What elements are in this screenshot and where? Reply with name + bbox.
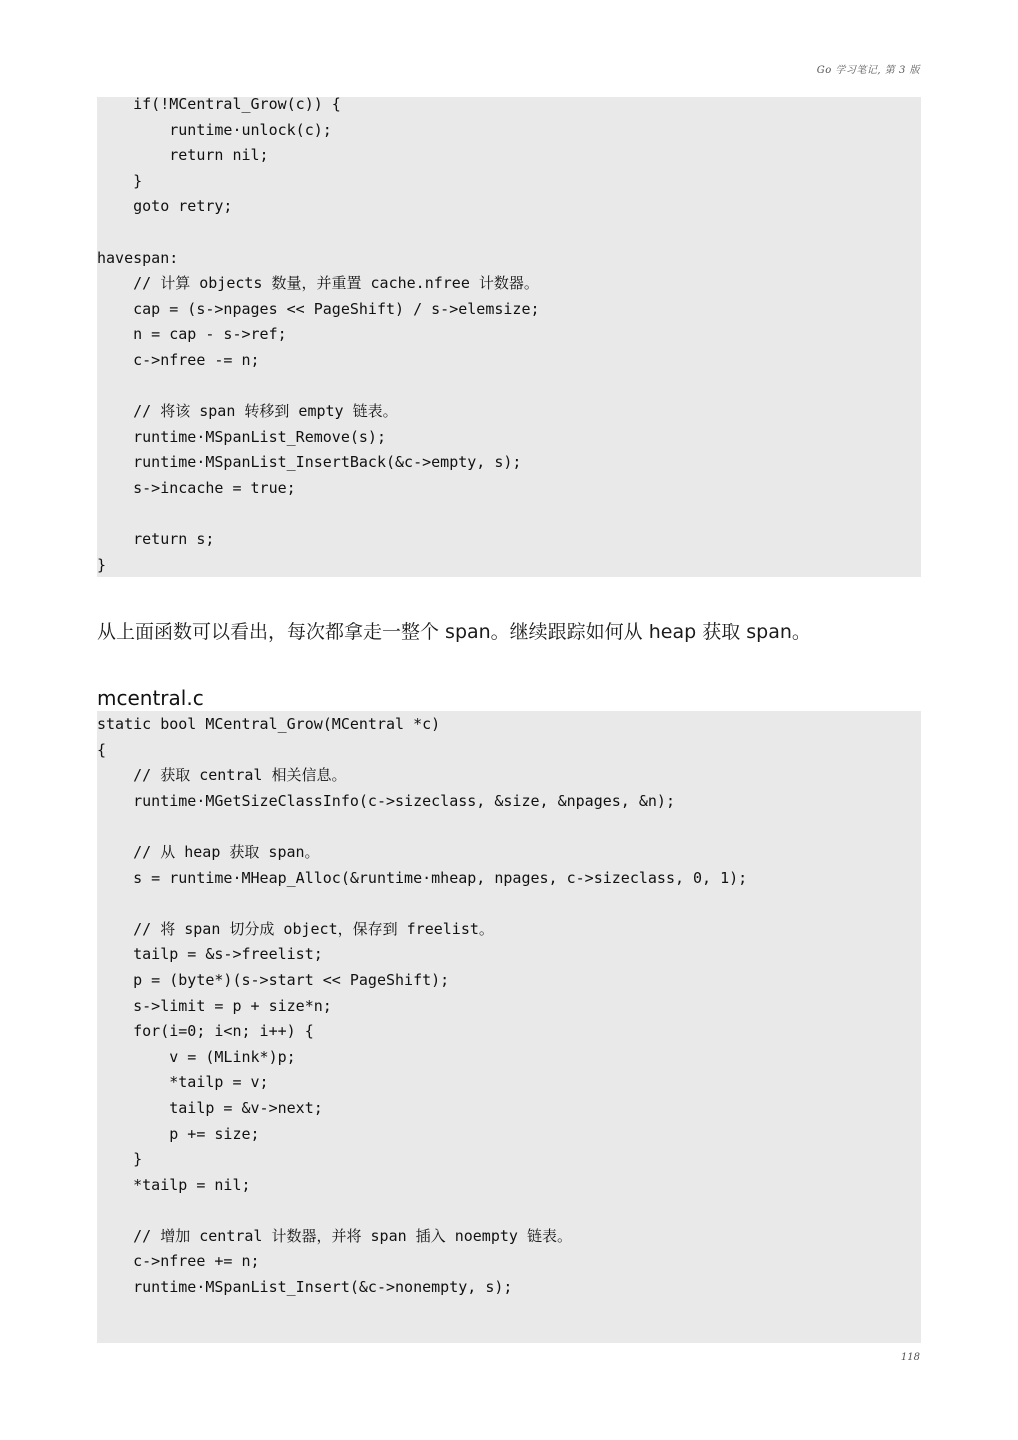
code-line: tailp = &s->freelist; — [97, 945, 323, 964]
code-line: if(!MCentral_Grow(c)) { — [97, 95, 341, 113]
code-line: s = runtime·MHeap_Alloc(&runtime·mheap, npages, c->sizeclass, 0, 1); — [97, 868, 748, 887]
code-line: p = (byte*)(s->start << PageShift); — [97, 970, 450, 989]
code-line: // 获取 central 相关信息。 — [97, 766, 347, 785]
code-line: cap = (s->npages << PageShift) / s->elemsize; — [97, 299, 540, 318]
code-line: // 将该 span 转移到 empty 链表。 — [97, 402, 398, 421]
code-line: s->incache = true; — [97, 478, 296, 497]
code-block-grow-retry — [97, 97, 921, 577]
code-line: // 从 heap 获取 span。 — [97, 842, 320, 861]
code-line: p += size; — [97, 1124, 260, 1143]
code-line: } — [97, 171, 143, 190]
code-line: runtime·MGetSizeClassInfo(c->sizeclass, &size, &npages, &n); — [97, 791, 675, 810]
running-header: Go 学习笔记, 第 3 版 — [816, 65, 920, 76]
page-number: 118 — [900, 1352, 920, 1363]
code-line — [97, 502, 540, 528]
code-line: // 将 span 切分成 object，保存到 freelist。 — [97, 919, 494, 938]
code-line — [97, 220, 540, 246]
code-line: // 计算 objects 数量，并重置 cache.nfree 计数器。 — [97, 274, 539, 293]
code-line: *tailp = v; — [97, 1073, 269, 1092]
section-heading-filename: mcentral.c — [97, 686, 204, 710]
code-line: tailp = &v->next; — [97, 1098, 323, 1117]
code-line: runtime·MSpanList_Insert(&c->nonempty, s); — [97, 1278, 513, 1297]
code-line: } — [97, 555, 107, 574]
code-block-mcentral-grow — [97, 711, 921, 1343]
code-line: *tailp = nil; — [97, 1175, 251, 1194]
code-lines — [97, 712, 747, 1301]
code-line — [97, 1198, 747, 1224]
code-lines — [97, 92, 540, 578]
code-line: s->limit = p + size*n; — [97, 996, 332, 1015]
code-line: c->nfree += n; — [97, 1252, 260, 1271]
code-line: return nil; — [97, 146, 269, 165]
code-line: } — [97, 1150, 143, 1169]
code-line — [97, 814, 747, 840]
code-line — [97, 891, 747, 917]
code-line: n = cap - s->ref; — [97, 325, 287, 344]
code-line: for(i=0; i<n; i++) { — [97, 1022, 314, 1041]
code-line: c->nfree -= n; — [97, 350, 260, 369]
code-line: runtime·MSpanList_Remove(s); — [97, 427, 386, 446]
code-line: static bool MCentral_Grow(MCentral *c) — [97, 715, 441, 733]
code-line: v = (MLink*)p; — [97, 1047, 296, 1066]
code-line — [97, 374, 540, 400]
body-paragraph: 从上面函数可以看出，每次都拿走一整个 span。继续跟踪如何从 heap 获取 span。 — [97, 621, 811, 643]
code-line: goto retry; — [97, 197, 233, 216]
code-line: { — [97, 740, 107, 759]
code-line: havespan: — [97, 248, 179, 267]
code-line: runtime·unlock(c); — [97, 120, 332, 139]
code-line: runtime·MSpanList_InsertBack(&c->empty, s); — [97, 453, 522, 472]
code-line: // 增加 central 计数器，并将 span 插入 noempty 链表。 — [97, 1226, 572, 1245]
code-line: return s; — [97, 530, 215, 549]
